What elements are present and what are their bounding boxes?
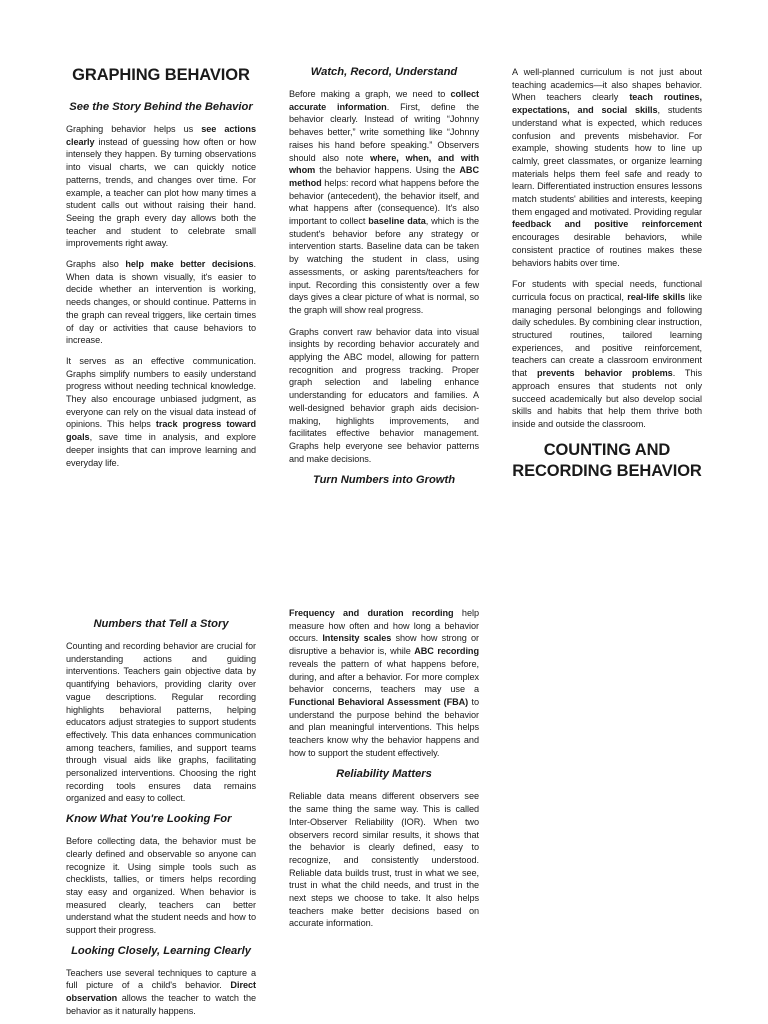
bold-phrase: Intensity scales bbox=[322, 633, 392, 644]
bold-phrase: Direct observation bbox=[66, 980, 256, 1004]
bold-phrase: baseline data bbox=[368, 216, 426, 227]
column-2-top bbox=[289, 62, 479, 487]
bold-phrase: feedback and positive reinforcement bbox=[512, 219, 702, 230]
subtitle-see-the-story: See the Story Behind the Behavior bbox=[69, 101, 253, 113]
bold-phrase: track progress toward goals bbox=[66, 419, 256, 443]
subtitle-numbers-story: Numbers that Tell a Story bbox=[93, 618, 229, 630]
paragraph-define-behavior: Before collecting data, the behavior must be clearly defined and observable so anyone can recognize it. Using simple tools such as checklists, tallies, or timers helps recording stay easy and organized. When behavior is measured clearly, teachers can better understand what the student needs and how to support their progress. bbox=[66, 836, 256, 936]
column-3-top bbox=[512, 62, 702, 482]
bold-phrase: collect accurate information bbox=[289, 89, 479, 112]
bold-phrase: ABC method bbox=[289, 165, 479, 188]
section-title-counting: COUNTING AND RECORDING BEHAVIOR bbox=[512, 440, 702, 480]
column-1-top bbox=[66, 62, 256, 469]
bold-phrase: real-life skills bbox=[627, 291, 686, 302]
bold-phrase: where, when, and with whom bbox=[289, 152, 479, 176]
bold-phrase: help make better decisions bbox=[125, 259, 254, 270]
paragraph-graphing-2: Graphs also help make better decisions. When data is shown visually, it's easier to decide whether an intervention is working, needs changes, or should continue. Patterns in the graph can reveal triggers, like certain times of day or activities that cause behaviors to increase. bbox=[66, 259, 256, 346]
subtitle-looking-closely: Looking Closely, Learning Clearly bbox=[71, 944, 251, 957]
paragraph-graphing-3: It serves as an effective communication. Graphs simplify numbers to easily understand progress without needing technical knowledge. They also encourage unbiased judgment, as everyone can rely on the visual data instead of opinions. This helps track progress toward goals, save time in analysis, and explore deeper insights that can improve learning and everyday life. bbox=[66, 355, 256, 468]
bold-phrase: Functional Behavioral Assessment (FBA) bbox=[289, 696, 469, 707]
subtitle-watch-record: Watch, Record, Understand bbox=[310, 66, 458, 78]
bold-phrase: ABC recording bbox=[414, 646, 479, 657]
paragraph-techniques: Teachers use several techniques to capture a full picture of a child's behavior. Direct observation allows the teacher to watch the behavior as it naturally happens. bbox=[66, 967, 256, 1016]
subtitle-know-what: Know What You're Looking For bbox=[66, 813, 232, 826]
paragraph-frequency: Frequency and duration recording help measure how often and how long a behavior occurs. Intensity scales show how strong or disruptive a behavior is, while ABC recording reveals the pattern of what happens before, during, and after a behavior. For more complex behavior concerns, teachers may use a Functional Behavioral Assessment (FBA) to understand the purpose behind the behavior and plan meaningful interventions. This helps teachers know why the behavior happens and how to support the student effectively. bbox=[289, 608, 479, 758]
paragraph-reliability: Reliable data means different observers see the same thing the same way. This is called Inter-Observer Reliability (IOR). When two observers record similar results, it shows that the behavior is clearly defined, easy to recognize, and consistently understood. Reliable data builds trust, trust in what we see, trust in what the child needs, and trust in the next steps we choose to take. It also helps teachers make better decisions based on accurate information. bbox=[289, 791, 479, 929]
subtitle-reliability: Reliability Matters bbox=[336, 768, 432, 781]
column-1-bottom bbox=[66, 606, 256, 1018]
paragraph-special-needs: For students with special needs, functional curricula focus on practical, real-life skills like managing personal belongings and following daily schedules. By combining clear instruction, structured routines, tailored learning experiences, and positive reinforcement, teachers can create a classroom environment that prevents behavior problems. This approach ensures that students not only succeed academically but also develop social skills and habits that help them thrive both inside and outside the classroom. bbox=[512, 279, 702, 429]
paragraph-graphs-convert: Graphs convert raw behavior data into visual insights by recording behavior accurately and applying the ABC model, allowing for pattern recognition and progress tracking. Proper graph selection and labeling enhance understanding for educators and families. A well-designed behavior graph aids decision-making, highlights improvements, and facilitates effective behavior management. Graphs help everyone see behavior patterns and make decisions. bbox=[289, 326, 479, 464]
bold-phrase: Frequency and duration recording bbox=[289, 608, 454, 618]
section-title-graphing: GRAPHING BEHAVIOR bbox=[72, 66, 250, 84]
subtitle-turn-numbers: Turn Numbers into Growth bbox=[312, 474, 456, 487]
paragraph-counting: Counting and recording behavior are crucial for understanding actions and guiding interventions. Teachers gain objective data by quantifying behaviors, providing clarity over vague descriptions. Regular recording highlights behavioral patterns, helping educators adjust strategies to support students effectively. This data enhances communication among teachers, families, and support teams through visual aids like graphs, facilitating personalized interventions. Choosing the right recording tools ensures data remains organized and easy to collect. bbox=[66, 641, 256, 804]
paragraph-graphing-1: Graphing behavior helps us see actions clearly instead of guessing how often or how intensely they happen. By turning observations into visual charts, we can quickly notice patterns, trends, and changes over time. For example, a teacher can plot how many times a student calls out without raising their hand. Seeing the graph every day allows both the teacher and student to celebrate small improvements right away. bbox=[66, 124, 256, 249]
bold-phrase: see actions clearly bbox=[66, 124, 256, 147]
column-2-bottom bbox=[289, 606, 479, 930]
paragraph-collect-data: Before making a graph, we need to collect accurate information. First, define the behavior clearly. Instead of writing “Johnny behaves better,” write something like “Johnny raises his hand before speaking.” Observers should also note where, when, and with whom the behavior happens. Using the ABC method helps: record what happens before the behavior (antecedent), the behavior itself, and what happens after (consequence). It's also important to collect baseline data, which is the student's behavior before any strategy or intervention starts. Baseline data can be taken by watching the student in class, using assessments, or asking parents/teachers for input. Recording this consistently over a few days gives a clear picture of what is normal, so the graph will show real progress. bbox=[289, 89, 480, 315]
paragraph-curriculum: A well-planned curriculum is not just about teaching academics—it also shapes behavior. When teachers clearly teach routines, expectations, and social skills, students understand what is expected, which reduces confusion and prevents misbehavior. For example, showing students how to line up calmly, greet classmates, or organize learning materials helps them feel safe and ready to learn. Differentiated instruction ensures lessons match students' abilities and interests, keeping them engaged and motivated. Providing regular feedback and positive reinforcement encourages desirable behaviors, while consistent practice of routines makes these behaviors habits over time. bbox=[512, 67, 703, 268]
bold-phrase: prevents behavior problems bbox=[536, 368, 673, 379]
bold-phrase: teach routines, expectations, and social skills bbox=[512, 92, 702, 116]
